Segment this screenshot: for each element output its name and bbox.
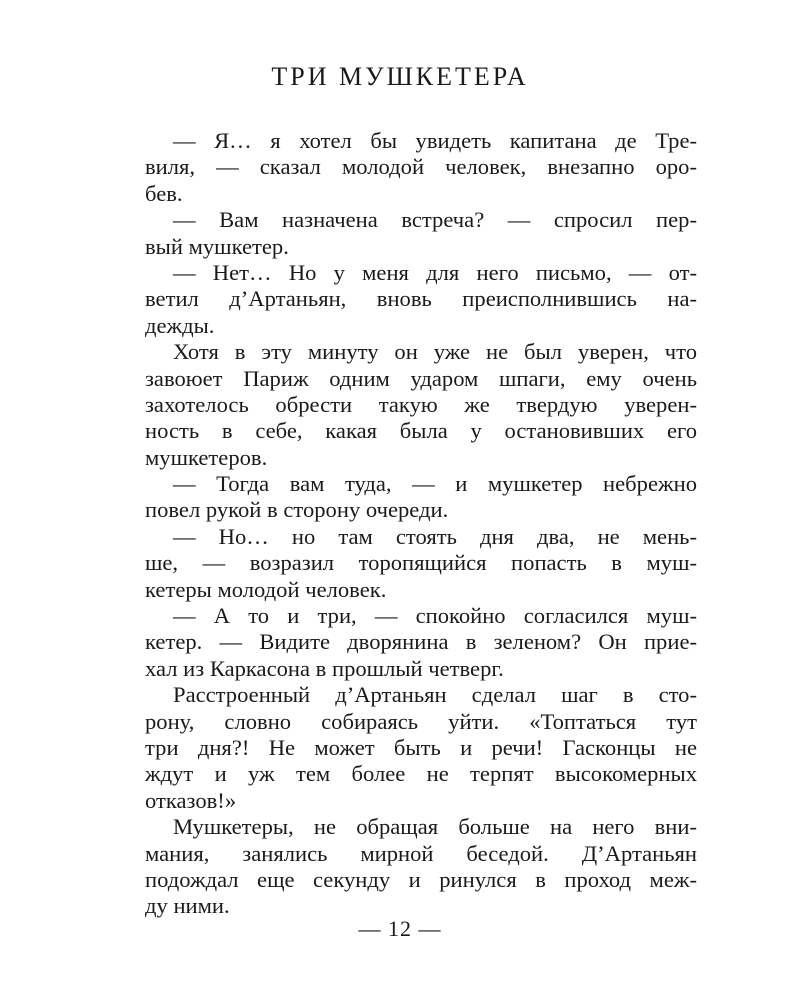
text-line: ше, — возразил торопящийся попасть в муш- bbox=[145, 550, 697, 576]
text-line: ность в себе, какая была у остановивших его bbox=[145, 418, 697, 444]
running-head: ТРИ МУШКЕТЕРА bbox=[271, 62, 529, 91]
text-line: Мушкетеры, не обращая больше на него вни- bbox=[173, 814, 697, 840]
text-line: дежды. bbox=[145, 312, 215, 338]
text-line: — Нет… Но у меня для него письмо, — от- bbox=[173, 259, 697, 285]
text-line: вый мушкетер. bbox=[145, 233, 289, 259]
text-line: рону, словно собираясь уйти. «Топтаться тут bbox=[145, 708, 697, 734]
text-line: мушкетеров. bbox=[145, 444, 268, 470]
text-line: мания, занялись мирной беседой. Д’Артаньян bbox=[145, 840, 697, 866]
text-line: три дня?! Не может быть и речи! Гасконцы не bbox=[145, 734, 697, 760]
text-line: — Но… но там стоять дня два, не мень- bbox=[173, 523, 697, 549]
text-line: отказов!» bbox=[145, 787, 237, 813]
text-line: захотелось обрести такую же твердую уверен- bbox=[145, 391, 697, 417]
text-line: хал из Каркасона в прошлый четверг. bbox=[145, 655, 504, 681]
body-text bbox=[145, 128, 697, 920]
text-line: — Тогда вам туда, — и мушкетер небрежно bbox=[173, 471, 697, 497]
text-line: повел рукой в сторону очереди. bbox=[145, 497, 449, 523]
text-line: ветил д’Артаньян, вновь преисполнившись на- bbox=[145, 286, 697, 312]
text-line: кетер. — Видите дворянина в зеленом? Он прие- bbox=[145, 629, 697, 655]
text-line: кетеры молодой человек. bbox=[145, 576, 387, 602]
text-line: виля, — сказал молодой человек, внезапно оро- bbox=[145, 154, 697, 180]
page-number: — 12 — bbox=[358, 916, 442, 941]
text-line: Хотя в эту минуту он уже не был уверен, что bbox=[173, 339, 697, 365]
text-line: ду ними. bbox=[145, 893, 230, 919]
text-line: — Я… я хотел бы увидеть капитана де Тре- bbox=[173, 128, 697, 153]
text-line: — А то и три, — спокойно согласился муш- bbox=[173, 603, 697, 629]
text-line: бев. bbox=[145, 180, 183, 206]
text-line: завоюет Париж одним ударом шпаги, ему очень bbox=[145, 365, 697, 391]
text-line: — Вам назначена встреча? — спросил пер- bbox=[173, 207, 697, 233]
text-line: ждут и уж тем более не терпят высокомерных bbox=[145, 761, 697, 787]
text-line: подождал еще секунду и ринулся в проход меж- bbox=[145, 866, 697, 892]
text-line: Расстроенный д’Артаньян сделал шаг в сто- bbox=[173, 682, 697, 708]
